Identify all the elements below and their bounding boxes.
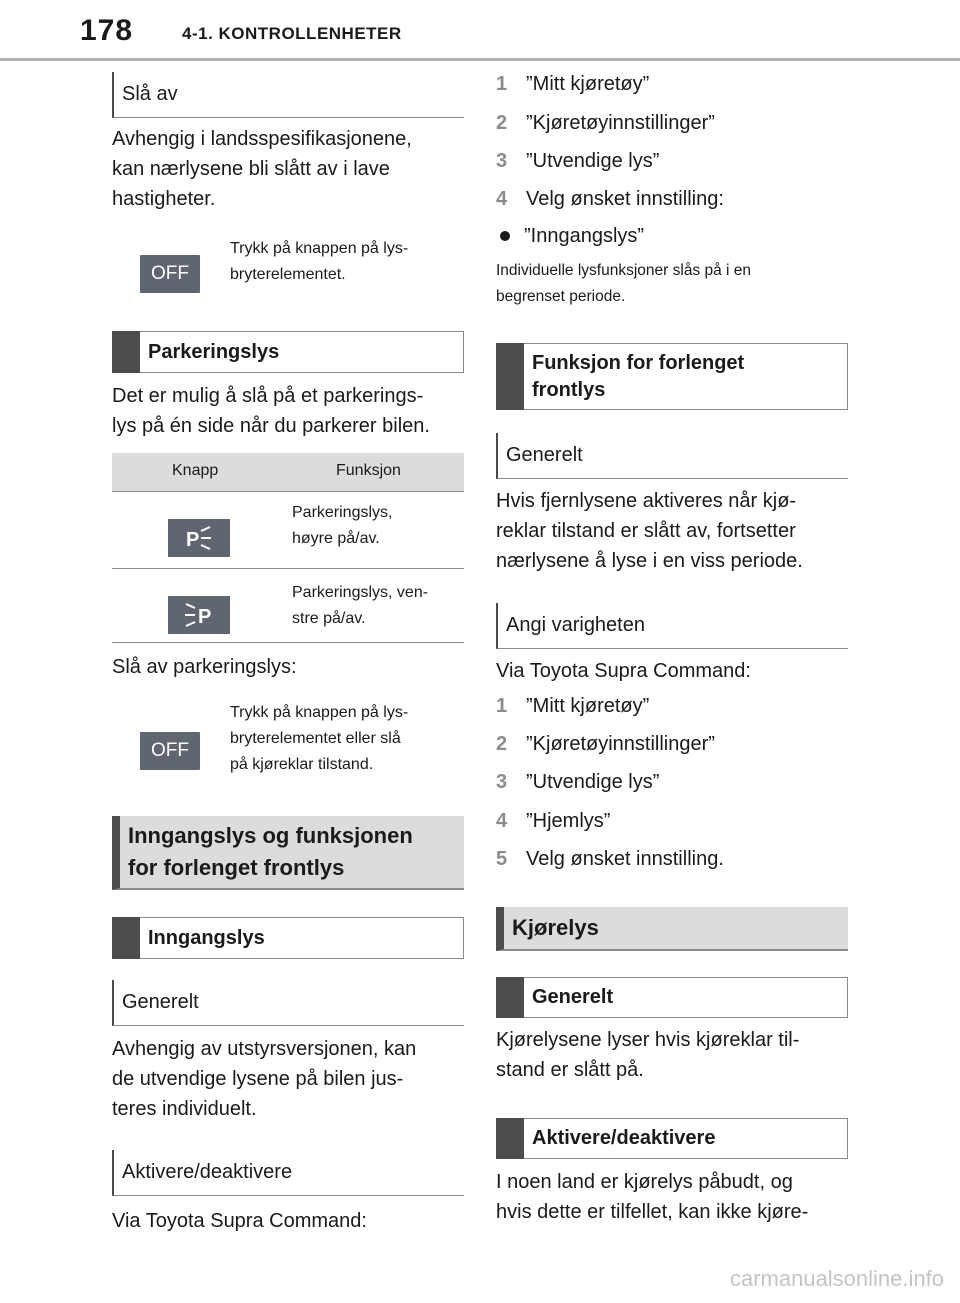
heading-generelt: [112, 980, 464, 1026]
svg-text:P: P: [198, 606, 212, 628]
heading-text: [532, 350, 744, 404]
text-line: hastigheter.: [112, 188, 216, 210]
table-row: [292, 580, 464, 632]
heading-text: Generelt: [532, 986, 614, 1008]
header-divider: [0, 58, 960, 61]
heading-text: Slå av: [122, 83, 178, 105]
section-heading-inngangslys: [112, 816, 464, 890]
kjorelys-aktivere-text: [496, 1167, 848, 1227]
inngangslys-generelt-text: [112, 1034, 464, 1124]
text-line: på kjøreklar tilstand.: [230, 756, 374, 773]
heading-generelt: [496, 977, 848, 1018]
step-text: ”Utvendige lys”: [526, 771, 660, 793]
text-line: Parkeringslys, ven-: [292, 584, 429, 601]
step-text: Velg ønsket innstilling:: [526, 188, 724, 210]
step-number: 4: [496, 188, 508, 210]
text-line: Funksjon for forlenget: [532, 351, 745, 374]
step-text: Velg ønsket innstilling.: [526, 848, 724, 870]
text-line: reklar tilstand er slått av, fortsetter: [496, 520, 796, 542]
text-line: Hvis fjernlysene aktiveres når kjø-: [496, 490, 797, 512]
bullet-icon: [500, 231, 510, 241]
step-item: [496, 692, 649, 720]
text-line: Individuelle lysfunksjoner slås på i en: [496, 262, 752, 279]
heading-aktivere-deaktivere: [496, 1118, 848, 1159]
heading-text: Angi varigheten: [506, 614, 645, 636]
step-text: ”Utvendige lys”: [526, 150, 660, 172]
step-item: [496, 109, 715, 137]
text-line: Det er mulig å slå på et parkerings-: [112, 385, 424, 407]
step-item: [496, 70, 649, 98]
step-text: ”Mitt kjøretøy”: [526, 73, 650, 95]
text-line: kan nærlysene bli slått av i lave: [112, 158, 390, 180]
text-line: Trykk på knappen på lys-: [230, 704, 409, 721]
text-line: for forlenget frontlys: [128, 855, 345, 880]
step-item: [496, 845, 724, 873]
step-number: 1: [496, 73, 508, 95]
text-line: lys på én side når du parkerer bilen.: [112, 415, 430, 437]
heading-bar: [496, 343, 524, 410]
via-command-text: Via Toyota Supra Command:: [496, 660, 751, 682]
bullet-note: [496, 258, 848, 310]
text-line: frontlys: [532, 378, 606, 401]
table-row: [292, 500, 464, 552]
table-header: [112, 453, 464, 492]
watermark: carmanualsonline.info: [729, 1266, 944, 1291]
step-number: 4: [496, 810, 508, 832]
heading-sla-av: [112, 72, 464, 118]
text-line: Inngangslys og funksjonen: [128, 823, 413, 848]
column-header-function: Funksjon: [336, 462, 401, 479]
section-heading-kjorelys: [496, 907, 848, 951]
heading-inngangslys: [112, 917, 464, 959]
parking-light-right-icon: [168, 519, 230, 557]
bullet-text: ”Inngangslys”: [524, 225, 645, 247]
heading-text: Aktivere/deaktivere: [122, 1161, 293, 1183]
heading-bar: [112, 331, 140, 373]
heading-bar: [496, 1118, 524, 1159]
text-line: hvis dette er tilfellet, kan ikke kjøre-: [496, 1201, 809, 1223]
text-line: Avhengig i landsspesifikasjonene,: [112, 128, 412, 150]
heading-bar: [112, 917, 140, 959]
step-item: [496, 730, 715, 758]
text-line: Parkeringslys,: [292, 504, 393, 521]
sla-av-text: [112, 124, 464, 214]
sla-av-instruction: [230, 236, 464, 288]
parking-light-left-icon: [184, 602, 214, 628]
forlenget-generelt-text: [496, 486, 848, 576]
parkeringslys-text: [112, 381, 464, 441]
step-number: 3: [496, 771, 508, 793]
parkeringslys-off-label: Slå av parkeringslys:: [112, 656, 297, 678]
kjorelys-generelt-text: [496, 1025, 848, 1085]
step-text: ”Kjøretøyinnstillinger”: [526, 112, 715, 134]
step-item: [496, 768, 659, 796]
heading-text: Kjørelys: [512, 915, 599, 940]
step-number: 2: [496, 112, 508, 134]
heading-parkeringslys: [112, 331, 464, 373]
parking-light-right-icon: [184, 525, 214, 551]
step-number: 1: [496, 695, 508, 717]
text-line: Avhengig av utstyrsversjonen, kan: [112, 1038, 417, 1060]
step-text: ”Kjøretøyinnstillinger”: [526, 733, 715, 755]
parkeringslys-off-instruction: [230, 700, 464, 778]
text-line: bryterelementet eller slå: [230, 730, 401, 747]
text-line: nærlysene å lyse i en viss periode.: [496, 550, 803, 572]
text-line: Kjørelysene lyser hvis kjøreklar til-: [496, 1029, 800, 1051]
table-row-divider: [112, 568, 464, 569]
text-line: bryterelementet.: [230, 266, 346, 283]
svg-text:P: P: [186, 529, 200, 551]
step-text: ”Mitt kjøretøy”: [526, 695, 650, 717]
text-line: høyre på/av.: [292, 530, 380, 547]
step-item: [496, 807, 610, 835]
parking-light-left-icon: [168, 596, 230, 634]
step-item: [496, 185, 724, 213]
heading-text: Parkeringslys: [148, 340, 280, 363]
text-line: stre på/av.: [292, 610, 366, 627]
table-bottom-rule: [112, 642, 464, 643]
off-button-icon: OFF: [140, 255, 200, 293]
page-number: 178: [80, 14, 134, 47]
heading-text: Inngangslys: [148, 926, 265, 949]
via-command-text: Via Toyota Supra Command:: [112, 1210, 367, 1232]
heading-text: Generelt: [122, 991, 199, 1013]
text-line: teres individuelt.: [112, 1098, 257, 1120]
step-item: [496, 147, 659, 175]
heading-aktivere-deaktivere: [112, 1150, 464, 1196]
heading-generelt: [496, 433, 848, 479]
step-number: 5: [496, 848, 508, 870]
step-text: ”Hjemlys”: [526, 810, 611, 832]
text-line: de utvendige lysene på bilen jus-: [112, 1068, 404, 1090]
heading-bar: [496, 977, 524, 1018]
text-line: Trykk på knappen på lys-: [230, 240, 409, 257]
heading-forlenget-frontlys: [496, 343, 848, 410]
text-line: begrenset periode.: [496, 288, 626, 305]
heading-text: Aktivere/deaktivere: [532, 1127, 716, 1149]
step-number: 3: [496, 150, 508, 172]
column-header-button: Knapp: [172, 462, 219, 479]
heading-angi-varigheten: [496, 603, 848, 649]
step-number: 2: [496, 733, 508, 755]
heading-text: Generelt: [506, 444, 583, 466]
chapter-title: 4-1. KONTROLLENHETER: [182, 24, 402, 43]
off-button-icon: OFF: [140, 732, 200, 770]
text-line: stand er slått på.: [496, 1059, 644, 1081]
bullet-item: [496, 222, 644, 250]
text-line: I noen land er kjørelys påbudt, og: [496, 1171, 793, 1193]
